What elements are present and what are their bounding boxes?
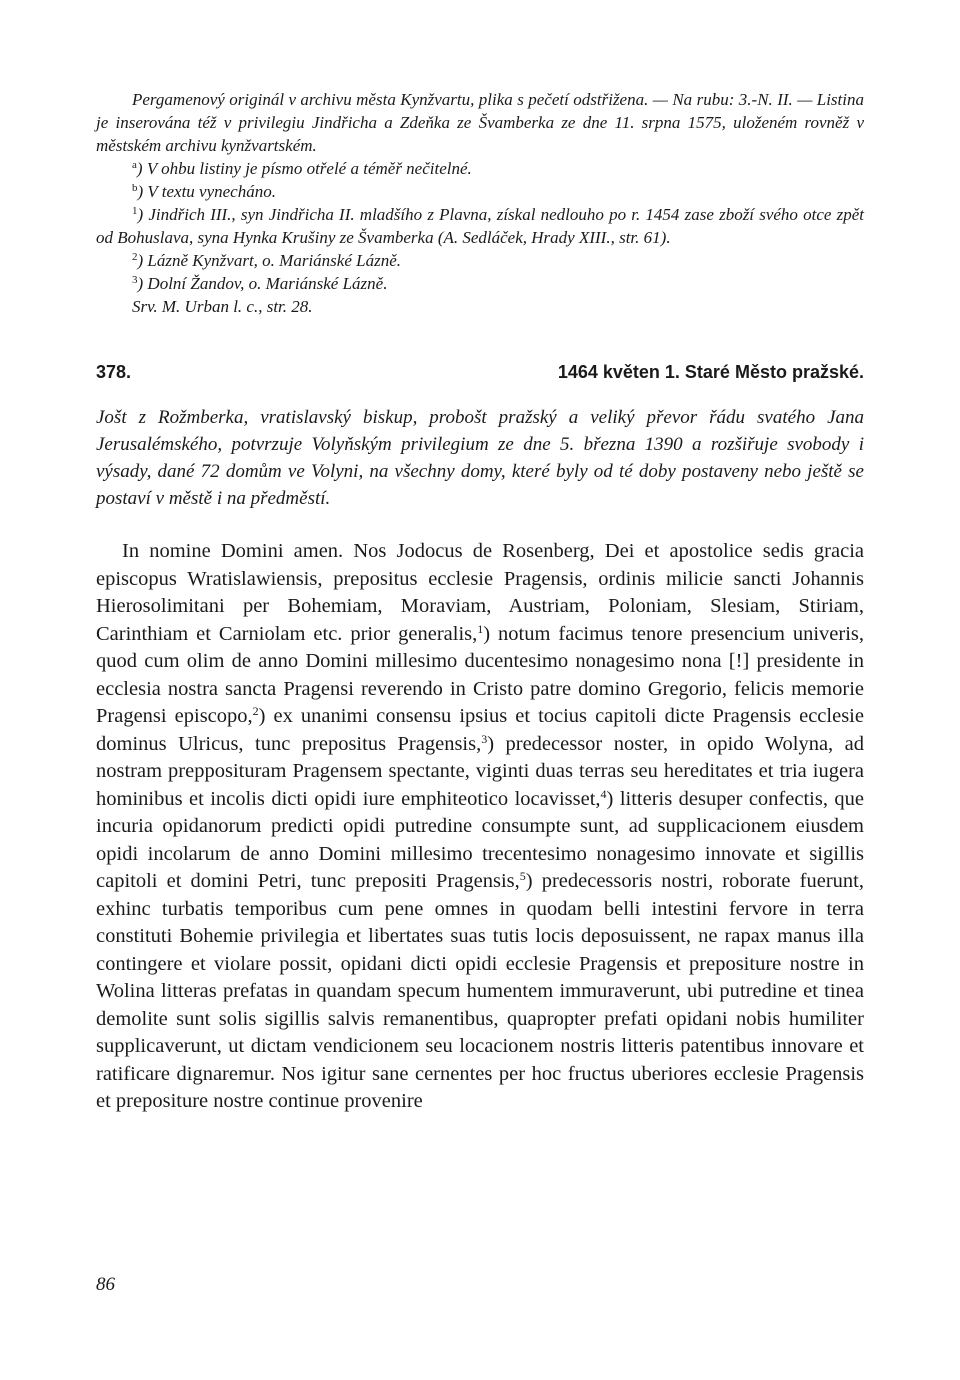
entry-header bbox=[96, 362, 864, 392]
note-text: V ohbu listiny je písmo otřelé a téměř nečitelné. bbox=[146, 159, 472, 178]
footnote-text: Jindřich III., syn Jindřicha II. mladšího z Plavna, získal nedlouho po r. 1454 zase zboží svého otce zpět od Bohuslava, syna Hynka Krušiny ze Švamberka (A. Sedláček, Hrady XIII., str. 61). bbox=[96, 205, 864, 247]
footnote-text: Dolní Žandov, o. Mariánské Lázně. bbox=[147, 274, 388, 293]
text-segment: ) ex unanimi consensu ipsius et tocius capitoli dicte Pragensis ecclesie dominus Ulricus, tunc prepositus Pragensis, bbox=[96, 705, 864, 755]
charter-text bbox=[96, 538, 864, 1116]
note-marker: a bbox=[132, 159, 137, 171]
regest-summary: Jošt z Rožmberka, vratislavský biskup, probošt pražský a veliký převor řádu svatého Jana Jerusalémského, potvrzuje Volyňským privilegium ze dne 5. března 1390 a rozšiřuje svobody i výsady, dané 72 domům ve Volyni, na všechny domy, které byly od té doby postaveny nebo ještě se postaví v městě i na předměstí. bbox=[96, 407, 864, 509]
footnote-marker: 1 bbox=[132, 205, 138, 217]
note-marker: b bbox=[132, 182, 138, 194]
text-note-b: $^b$) V textu vynecháno. bbox=[132, 182, 276, 201]
footnote-text: Lázně Kynžvart, o. Mariánské Lázně. bbox=[147, 251, 401, 270]
text-segment: In nomine Domini amen. Nos Jodocus de Rosenberg, Dei et apostolice sedis gracia episcopus Wratislawiensis, prepositus ecclesie Pragensis, ordinis milicie sancti Johannis Hierosolimitani per Bohemiam, Moraviam, Austriam, Poloniam, Slesiam, Stiriam, Carinthiam et Carniolam etc. prior generalis, bbox=[96, 540, 864, 645]
notes-section bbox=[96, 88, 864, 318]
note-text: V textu vynecháno. bbox=[147, 182, 276, 201]
footnote-ref: 3 bbox=[481, 731, 488, 746]
footnote-1: $^1$) Jindřich III., syn Jindřicha II. mladšího z Plavna, získal nedlouho po r. 1454 zase zboží svého otce zpět od Bohuslava, syna Hynka Krušiny ze Švamberka (A. Sedláček, Hrady XIII., str. 61). bbox=[96, 205, 864, 247]
text-segment: ) notum facimus tenore presencium univeris, quod cum olim de anno Domini millesimo ducentesimo nonagesimo nona [!] presidente in ecclesia nostra sancta Pragensi reverendo in Cristo patre domino Gregorio, felicis memorie Pragensi episcopo, bbox=[96, 622, 865, 727]
footnote-ref: 4 bbox=[600, 786, 607, 801]
text-segment: ) litteris desuper confectis, que incuria opidanorum predicti opidi putredine consumpte sunt, ad supplicacionem eiusdem opidi incolarum de anno Domini millesimo trecentesimo nonagesimo innovate et sigillis capitoli et domini Petri, tunc prepositi Pragensis, bbox=[96, 787, 864, 892]
footnote-2: $^2$) Lázně Kynžvart, o. Mariánské Lázně. bbox=[132, 251, 401, 270]
page-content bbox=[96, 88, 864, 1116]
entry-date-place: 1464 květen 1. Staré Město pražské. bbox=[557, 362, 864, 382]
footnote-3: $^3$) Dolní Žandov, o. Mariánské Lázně. bbox=[132, 274, 388, 293]
footnote-marker: 2 bbox=[132, 251, 138, 263]
source-description: Pergamenový originál v archivu města Kynžvartu, plika s pečetí odstřižena. — Na rubu: 3.-N. II. — Listina je inserována též v privilegiu Jindřicha a Zdeňka ze Švamberka ze dne 11. srpna 1575, uloženém rovněž v městském archivu kynžvartském. bbox=[96, 90, 864, 155]
page-number: 86 bbox=[96, 1274, 115, 1295]
text-segment: ) predecessoris nostri, roborate fuerunt, exhinc turbatis temporibus cum pene omnes in quodam belli intestini fervore in terra constituti Bohemie privilegia et libertates suas tutis locis deposuissent, ne rapax manus illa contingere et violare possit, opidani dicti opidi ecclesie Pragensis et prepositure nostre in Wolina litteras prefatas in quandam specum humentem immuraverunt, ubi putredine et tinea demolite sunt solis sigillis salvis remanentibus, quapropter prefati opidani nobis humiliter supplicaverunt, ut dictam vendicionem seu locacionem nostris litteris patentibus innovare et ratificare dignaremur. Nos igitur sane cernentes per hoc fructus uberiores ecclesie Pragensis et prepositure nostre continue provenire bbox=[96, 870, 864, 1112]
entry-number: 378. bbox=[96, 362, 132, 382]
footnote-ref: 5 bbox=[519, 869, 526, 883]
reference-note: Srv. M. Urban l. c., str. 28. bbox=[132, 297, 313, 316]
text-note-a: $^a$) V ohbu listiny je písmo otřelé a téměř nečitelné. bbox=[132, 159, 472, 178]
footnote-marker: 3 bbox=[132, 274, 138, 286]
footnote-ref: 1 bbox=[477, 621, 484, 636]
footnote-ref: 2 bbox=[252, 704, 259, 718]
text-segment: ) predecessor noster, in opido Wolyna, ad nostram prepposituram Pragensem spectante, viginti duas terras seu hereditates et tria iugera hominibus et incolis dicti opidi iure emphiteotico locavisset, bbox=[96, 732, 864, 810]
